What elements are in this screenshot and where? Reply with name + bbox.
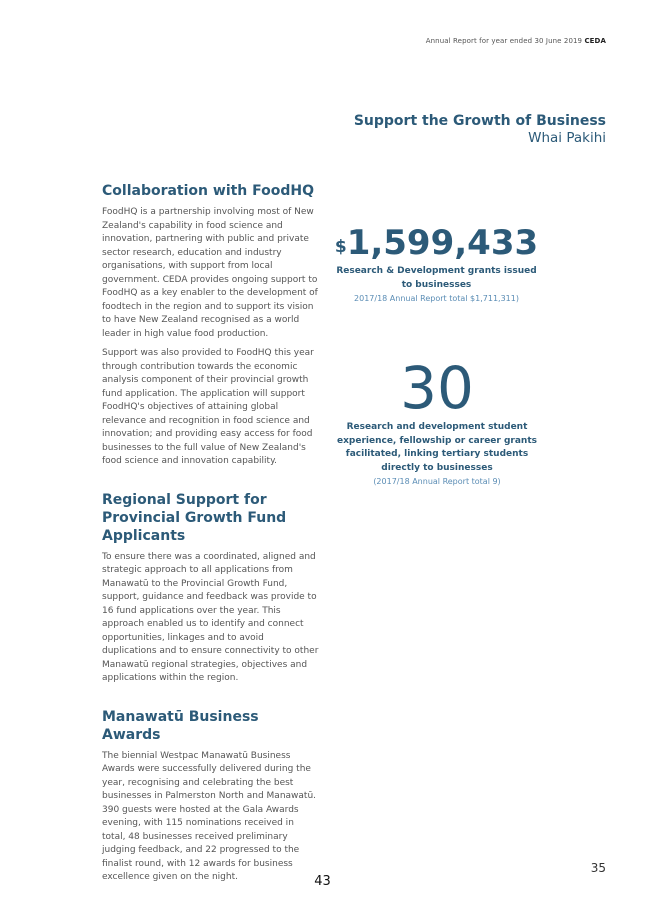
article-paragraph: Support was also provided to FoodHQ this year through contribution towards the economic analysis component of their provincial growth fund application. The application will support FoodHQ's objectives of attaining global relevance and recognition in food science and innovation; and providing easy access for food businesses to the full value of New Zealand's food science and innovation capability. [102, 348, 314, 466]
running-header [426, 37, 606, 45]
section-subtitle: Whai Pakihi [528, 130, 606, 146]
grants-label: Research & Development grants issued to businesses [336, 266, 537, 290]
article-heading-pgf: Regional Support for Provincial Growth Fund Applicants [102, 491, 287, 544]
article-paragraph: The biennial Westpac Manawatū Business Awards were successfully delivered during the year, recognising and celebrating the best businesses in Palmerston North and Manawatū. 390 guests were hosted at the Gala Awards evening, with 115 nominations received in total, 48 businesses received preliminary judging feedback, and 22 progressed to the finalist round, with 12 awards for business excellence given on the night. [102, 750, 317, 882]
header-brand: CEDA [584, 37, 606, 45]
section-title: Support the Growth of Business [353, 113, 606, 129]
grants-amount: 1,599,433 [346, 223, 539, 263]
students-note: (2017/18 Annual Report total 9) [373, 477, 501, 486]
students-stat [337, 355, 537, 488]
article-paragraph: FoodHQ is a partnership involving most of New Zealand's capability in food science and innovation, partnering with public and private sector research, education and industry organisations, with support from local government. CEDA provides ongoing support to FoodHQ as a key enabler to the development of foodtech in the region and to support its vision to have New Zealand recognised as a world leader in high value food production. [102, 207, 318, 339]
grants-value [330, 221, 543, 265]
section-heading [354, 113, 606, 146]
article-heading-foodhq: Collaboration with FoodHQ [102, 183, 315, 199]
article-paragraph: To ensure there was a coordinated, aligned and strategic approach to all applications from Manawatū to the Provincial Growth Fund, support, guidance and feedback was provide to 16 fund applications over the year. This approach enabled us to identify and connect opportunities, linkages and to avoid duplications and to ensure connectivity to other Manawatū regional strategies, objectives and applications within the region. [102, 551, 319, 683]
students-label: Research and development student experience, fellowship or career grants facilitated, linking tertiary students directly to businesses [337, 422, 537, 473]
page-number-right: 35 [590, 861, 606, 875]
grants-note: 2017/18 Annual Report total $1,711,311) [354, 294, 519, 303]
currency-symbol: $ [334, 237, 347, 257]
article-column [102, 182, 320, 891]
grants-stat [330, 221, 543, 305]
header-text: Annual Report for year ended 30 June 2019 [425, 37, 583, 45]
students-value: 30 [400, 354, 474, 422]
article-heading-awards: Manawatū Business Awards [102, 708, 259, 743]
page-number-center: 43 [314, 874, 331, 889]
